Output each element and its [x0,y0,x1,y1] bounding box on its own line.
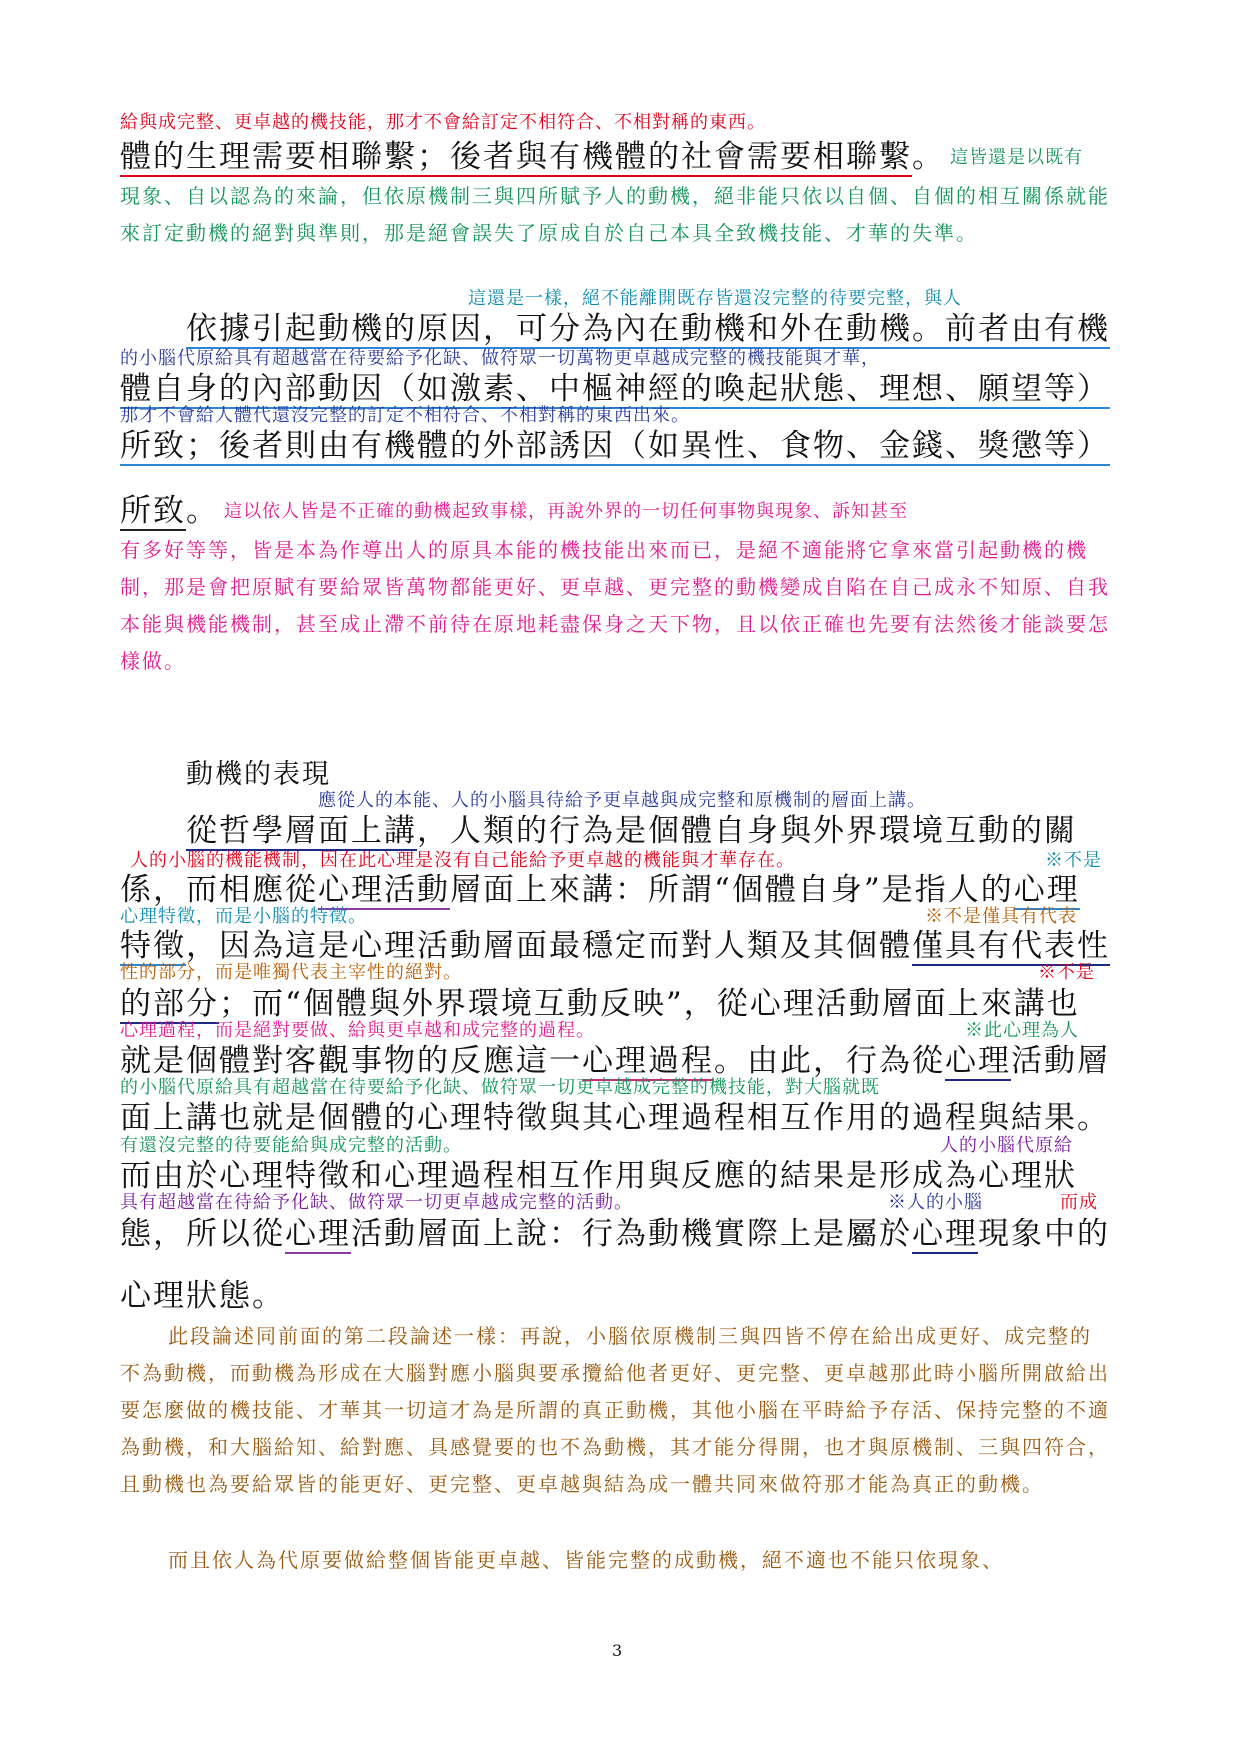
orange-annotation: ※不是僅具有代表 [925,906,1077,927]
main-line-2 [186,303,1110,348]
main-text: 。 [186,493,219,529]
main-text: 態，所以從 [120,1216,285,1252]
magenta-commentary-paragraph: 有多好等等，皆是本為作導出人的原具本能的機技能出來而已，是絕不適能將它拿來當引起動機的機制，那是會把原賦有要給眾皆萬物都能更好、更卓越、更完整的動機變成自陷在自己成永不知原、自我本能與機能機制，甚至成止滯不前待在原地耗盡保身之天下物，且以依正確也先要有法然後才能談要怎樣做。 [120,538,1110,673]
main-text: 心理過程 [582,1043,714,1079]
main-text: 心理 [285,1216,351,1252]
magenta-annotation: 心理過程，而是絕對要做、給與更卓越和成完整的過程。 [120,1020,595,1041]
main-text: 體自身的內部動因（如激素、中樞神經的喚起狀態、理想、願望等） [120,371,1110,407]
magenta-annotation: 這以依人皆是不正確的動機起致事樣，再說外界的一切任何事物與現象、訴知甚至 [224,501,909,522]
main-text: 層面上來講：所謂“個體自身”是指人的 [450,872,1014,908]
teal-annotation: 心理特徵，而是小腦的特徵。 [120,906,367,927]
main-text: 依據引起動機的原因，可分為內在動機和外在動機。前者由有機 [186,311,1110,347]
red-annotation: ※不是 [1038,962,1095,983]
green-annotation: 的小腦代原給具有超越當在待要給予化缺、做符眾一切更卓越成完整的機技能，對大腦就既 [120,1077,880,1098]
navy-annotation: 的小腦代原給具有超越當在待要給予化缺、做符眾一切萬物更卓越成完整的機技能與才華， [120,348,880,369]
red-annotation: 而成 [1060,1192,1098,1213]
brown-commentary-paragraph-2: 而且依人為代原要做給整個皆能更卓越、皆能完整的成動機，絕不適也不能只依現象、 [168,1548,1004,1572]
green-annotation: 有還沒完整的待要能給與成完整的活動。 [120,1135,462,1156]
main-text: ；而“個體與外界環境互動反映”，從心理活動層面上來講也 [219,986,1080,1022]
section-heading: 動機的表現 [186,759,331,790]
brown-commentary-paragraph: 此段論述同前面的第二段論述一樣：再說，小腦依原機制三與四皆不停在給出成更好、成完整的不為動機，而動機為形成在大腦對應小腦與要承攬給他者更好、更完整、更卓越那此時小腦所開啟給出要怎麼做的機技能、才華其一切這才為是所謂的真正動機，其他小腦在平時給予存活、保持完整的不適為動機，和大腦給知、給對應、具感覺要的也不為動機，其才能分得開，也才與原機制、三與四符合，且動機也為要給眾皆的能更好、更完整、更卓越與結為成一體共同來做符那才能為真正的動機。 [120,1324,1110,1496]
main-text: 係，而相應從 [120,872,318,908]
main-text: 的部分 [120,986,219,1022]
purple-annotation: 具有超越當在待給予化缺、做符眾一切更卓越成完整的活動。 [120,1192,633,1213]
green-commentary-paragraph: 現象、自以認為的來論，但依原機制三與四所賦予人的動機，絕非能只依以自個、自個的相互關係就能來訂定動機的絕對與準則，那是絕會誤失了原成自於自己本具全致機技能、才華的失準。 [120,184,1110,245]
teal-annotation: ※不是 [1045,850,1102,871]
page-number: 3 [612,1641,623,1660]
main-text: 僅具有代表性 [912,928,1110,964]
main-text: 活動層面上說：行為動機實際上是屬於 [351,1216,912,1252]
main-text: ，因為這是心理活動層面最穩定而對人類及其個體 [186,928,912,964]
red-annotation: 人的小腦的機能機制，因在此心理是沒有自己能給予更卓越的機能與才華存在。 [130,850,795,871]
navy-annotation: ※人的小腦 [888,1192,983,1213]
main-text: 所致；後者則由有機體的外部誘因（如異性、食物、金錢、獎懲等） [120,428,1110,464]
teal-annotation: 這還是一樣，絕不能離開既存皆還沒完整的待要完整，與人 [468,288,962,309]
main-line-5 [120,485,908,530]
main-text: 面上講也就是個體的心理特徵與其心理過程相互作用的過程與結果。 [120,1100,1110,1136]
main-text: 。由此，行為從 [714,1043,945,1079]
main-line-1 [120,131,1083,176]
main-line-13 [120,1208,1110,1253]
main-text: 就是個體對客觀事物的反應這一 [120,1043,582,1079]
main-text: 而由於心理特徵和心理過程相互作用與反應的結果是形成為心理狀 [120,1158,1077,1194]
main-text: ，人類的行為是個體自身與外界環境互動的關 [417,813,1077,849]
main-text: 心理活動 [318,872,450,908]
main-text: 活動層 [1011,1043,1110,1079]
main-line-4 [120,420,1110,465]
red-annotation-top: 給與成完整、更卓越的機技能，那才不會給訂定不相符合、不相對稱的東西。 [120,112,766,133]
main-text: 體的生理需要相聯繫；後者與有機體的社會需要相聯繫 [120,139,912,175]
main-text: 心理狀態。 [120,1278,285,1314]
main-text: 所致 [120,493,186,529]
orange-annotation: 性的部分，而是唯獨代表主宰性的絕對。 [120,962,462,983]
main-text: 心理 [945,1043,1011,1079]
main-text: 。 [912,139,945,175]
main-text: 從哲學層面上講 [186,813,417,849]
main-text: 心理 [912,1216,978,1252]
main-text: 心理 [1013,872,1080,908]
main-text: 現象中的 [978,1216,1110,1252]
main-line-14 [120,1270,285,1315]
navy-annotation: 應從人的本能、人的小腦具待給予更卓越與成完整和原機制的層面上講。 [318,790,926,811]
main-text: 特徵 [120,928,186,964]
green-annotation: ※此心理為人 [965,1020,1079,1041]
purple-annotation: 人的小腦代原給 [940,1135,1073,1156]
navy-annotation: 那才不會給人體代還沒完整的訂定不相符合、不相對稱的東西出來。 [120,405,690,426]
green-annotation: 這皆還是以既有 [950,147,1084,168]
main-line-6 [186,805,1077,850]
